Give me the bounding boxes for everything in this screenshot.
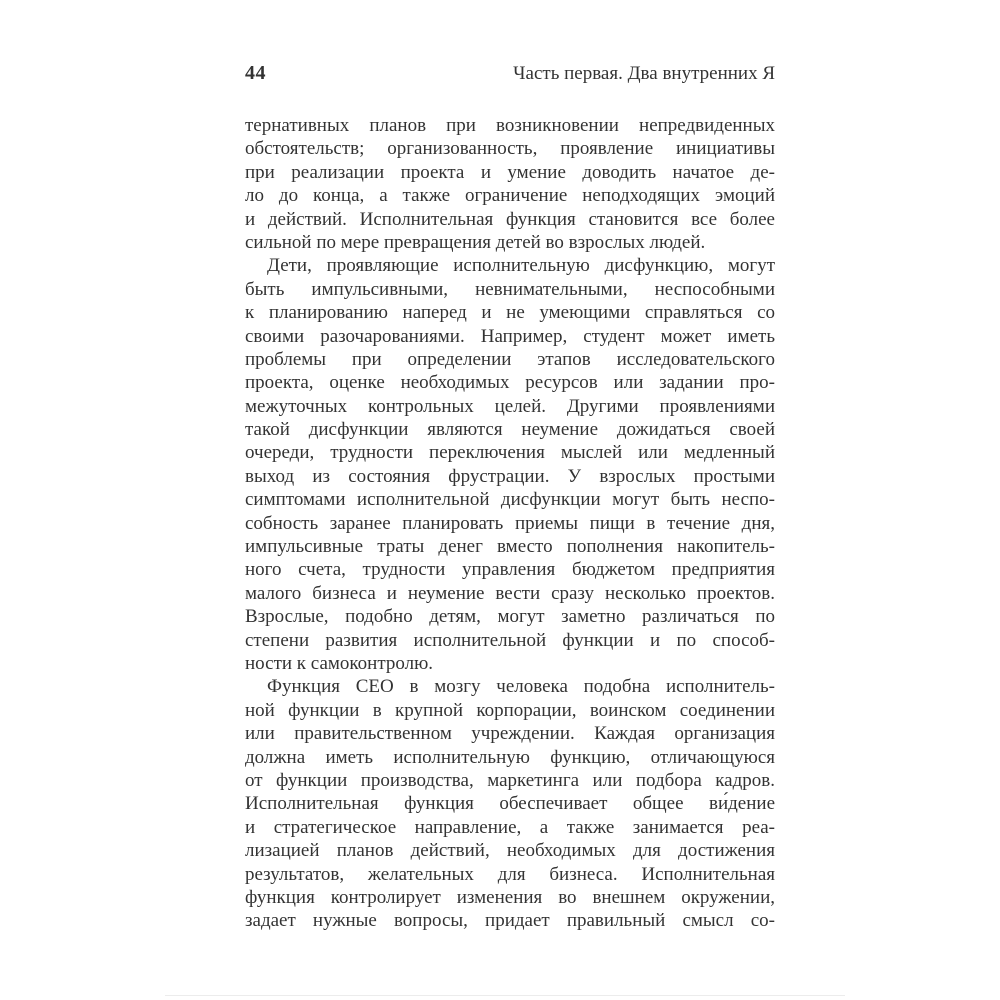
text-line: симптомами исполнительной дисфункции могут быть неспо-	[245, 489, 775, 511]
text-line: тернативных планов при возникновении непредвиденных	[245, 115, 775, 136]
paragraph	[245, 675, 775, 932]
text-line: при реализации проекта и умение доводить начатое де-	[245, 161, 775, 183]
page-header	[245, 62, 775, 85]
text-line: результатов, желательных для бизнеса. Исполнительная	[245, 863, 775, 885]
text-line: ной функции в крупной корпорации, воинском соединении	[245, 699, 775, 721]
text-line: выход из состояния фрустрации. У взрослых простыми	[245, 465, 775, 487]
text-line: к планированию наперед и не умеющими справляться со	[245, 302, 775, 324]
text-line: функция контролирует изменения во внешнем окружении,	[245, 886, 775, 908]
text-line: задает нужные вопросы, придает правильный смысл со-	[245, 910, 775, 932]
text-line: межуточных контрольных целей. Другими проявлениями	[245, 395, 775, 417]
text-line: Функция CEO в мозгу человека подобна исполнитель-	[267, 676, 775, 698]
page-content	[165, 62, 845, 933]
text-line: ности к самоконтролю.	[245, 652, 434, 674]
text-line: и действий. Исполнительная функция становится все более	[245, 208, 775, 230]
body-text	[245, 114, 775, 933]
text-line: или правительственном учреждении. Каждая организация	[245, 723, 775, 745]
text-line: малого бизнеса и неумение вести сразу несколько проектов.	[245, 582, 775, 604]
book-page	[165, 0, 845, 996]
text-line: должна иметь исполнительную функцию, отличающуюся	[245, 746, 775, 768]
text-line: быть импульсивными, невнимательными, неспособными	[245, 278, 775, 300]
text-line: проблемы при определении этапов исследовательского	[245, 348, 775, 370]
paragraph	[245, 114, 775, 254]
text-line: проекта, оценке необходимых ресурсов или задании про-	[245, 372, 775, 394]
page-number: 44	[245, 62, 266, 84]
text-line: ного счета, трудности управления бюджетом предприятия	[245, 559, 775, 581]
text-line: Дети, проявляющие исполнительную дисфункцию, могут	[267, 255, 775, 277]
text-line: и стратегическое направление, а также занимается реа-	[245, 816, 775, 838]
text-line: ло до конца, а также ограничение неподходящих эмоций	[245, 185, 775, 207]
text-line: лизацией планов действий, необходимых для достижения	[245, 840, 775, 862]
text-line: Взрослые, подобно детям, могут заметно различаться по	[245, 606, 775, 628]
text-line: степени развития исполнительной функции и по способ-	[245, 629, 775, 651]
running-header-title: Часть первая. Два внутренних Я	[513, 63, 775, 84]
text-line: такой дисфункции являются неумение дожидаться своей	[245, 419, 775, 441]
text-line: от функции производства, маркетинга или подбора кадров.	[245, 769, 775, 791]
text-line: собность заранее планировать приемы пищи в течение дня,	[245, 512, 775, 534]
paragraph	[245, 254, 775, 675]
text-line: своими разочарованиями. Например, студент может иметь	[245, 325, 775, 347]
text-line: обстоятельств; организованность, проявление инициативы	[245, 138, 775, 160]
text-line: импульсивные траты денег вместо пополнения накопитель-	[245, 536, 775, 558]
text-line: очереди, трудности переключения мыслей или медленный	[245, 442, 775, 464]
text-line: Исполнительная функция обеспечивает общее ви́дение	[245, 793, 775, 815]
text-line: сильной по мере превращения детей во взрослых людей.	[245, 231, 706, 253]
